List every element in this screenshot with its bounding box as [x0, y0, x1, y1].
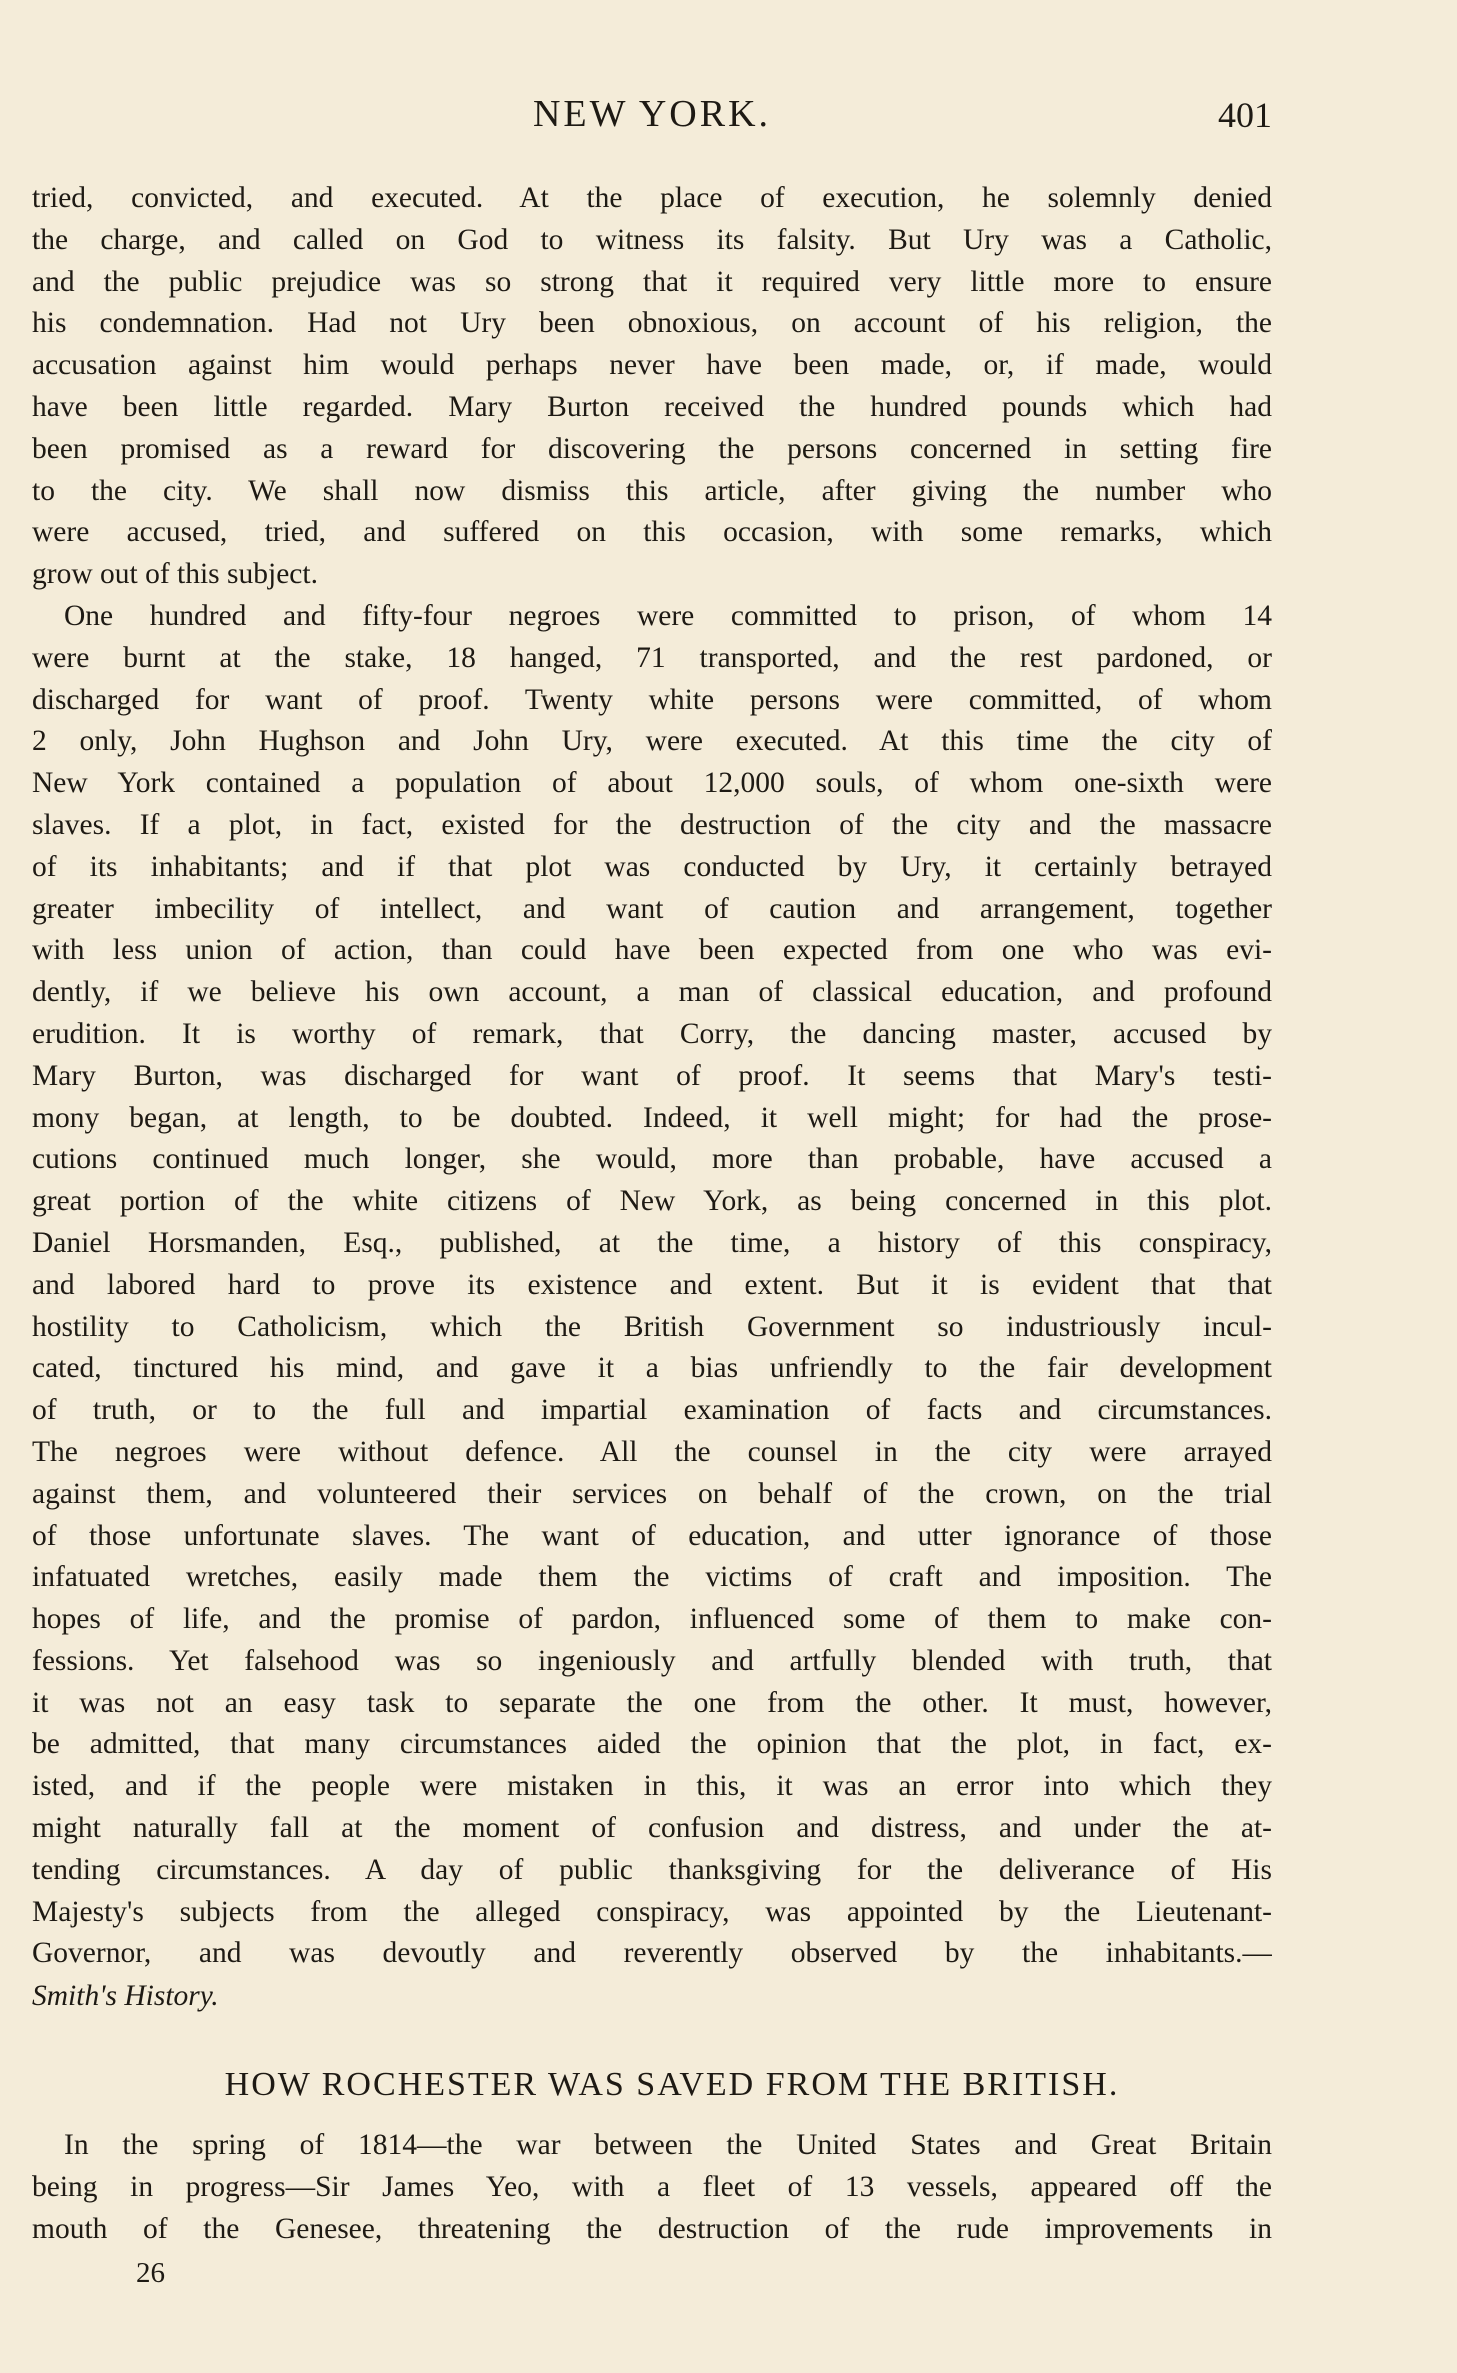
- text-line: of its inhabitants; and if that plot was conducted by Ury, it certainly betrayed: [32, 850, 1272, 883]
- text-line: mouth of the Genesee, threatening the destruction of the rude improvements in: [32, 2212, 1272, 2245]
- text-line: Governor, and was devoutly and reverently observed by the inhabitants.—: [32, 1937, 1272, 1970]
- text-line: with less union of action, than could have been expected from one who was evi-: [32, 934, 1272, 967]
- text-line: his condemnation. Had not Ury been obnoxious, on account of his religion, the: [32, 307, 1272, 340]
- running-header: [32, 92, 1272, 142]
- text-line: cutions continued much longer, she would, more than probable, have accused a: [32, 1143, 1272, 1176]
- text-line: In the spring of 1814—the war between the United States and Great Britain: [64, 2129, 1272, 2162]
- text-line: tried, convicted, and executed. At the place of execution, he solemnly denied: [32, 182, 1272, 214]
- page-number: 401: [1218, 95, 1272, 135]
- text-line: The negroes were without defence. All the counsel in the city were arrayed: [32, 1435, 1272, 1468]
- text-line: and the public prejudice was so strong that it required very little more to ensure: [32, 265, 1272, 298]
- text-line: erudition. It is worthy of remark, that Corry, the dancing master, accused by: [32, 1017, 1272, 1050]
- text-line: mony began, at length, to be doubted. Indeed, it well might; for had the prose-: [32, 1101, 1272, 1134]
- text-line: cated, tinctured his mind, and gave it a bias unfriendly to the fair development: [32, 1352, 1272, 1385]
- text-line: been promised as a reward for discovering the persons concerned in setting fire: [32, 432, 1272, 465]
- running-title: NEW YORK.: [532, 93, 772, 135]
- text-line: fessions. Yet falsehood was so ingeniously and artfully blended with truth, that: [32, 1644, 1272, 1677]
- text-line: isted, and if the people were mistaken in this, it was an error into which they: [32, 1770, 1272, 1803]
- text-line: infatuated wretches, easily made them the victims of craft and imposition. The: [32, 1561, 1272, 1594]
- text-line: were accused, tried, and suffered on this occasion, with some remarks, which: [32, 516, 1272, 549]
- text-line: accusation against him would perhaps never have been made, or, if made, would: [32, 349, 1272, 382]
- paragraph: [32, 596, 1272, 1975]
- text-line: slaves. If a plot, in fact, existed for the destruction of the city and the massacre: [32, 808, 1272, 841]
- text-line: to the city. We shall now dismiss this article, after giving the number who: [32, 474, 1272, 507]
- text-line: One hundred and fifty-four negroes were committed to prison, of whom 14: [64, 599, 1272, 632]
- body-text: [32, 178, 1272, 2251]
- text-line: New York contained a population of about 12,000 souls, of whom one-sixth were: [32, 767, 1272, 800]
- text-line: 2 only, John Hughson and John Ury, were executed. At this time the city of: [32, 725, 1272, 758]
- text-line: against them, and volunteered their services on behalf of the crown, on the trial: [32, 1477, 1272, 1510]
- paragraph: [32, 178, 1272, 596]
- source-citation: Smith's History.: [32, 1980, 219, 2013]
- paragraph: [32, 2125, 1272, 2250]
- text-line: have been little regarded. Mary Burton received the hundred pounds which had: [32, 390, 1272, 423]
- text-line: greater imbecility of intellect, and want of caution and arrangement, together: [32, 892, 1272, 925]
- text-line: the charge, and called on God to witness its falsity. But Ury was a Catholic,: [32, 223, 1272, 256]
- text-line: hostility to Catholicism, which the British Government so industriously incul-: [32, 1310, 1272, 1343]
- text-line: of those unfortunate slaves. The want of education, and utter ignorance of those: [32, 1519, 1272, 1552]
- section-heading: HOW ROCHESTER WAS SAVED FROM THE BRITISH.: [224, 2066, 1120, 2104]
- text-line: it was not an easy task to separate the one from the other. It must, however,: [32, 1686, 1272, 1719]
- text-line: being in progress—Sir James Yeo, with a fleet of 13 vessels, appeared off the: [32, 2171, 1272, 2204]
- text-line: Majesty's subjects from the alleged conspiracy, was appointed by the Lieutenant-: [32, 1895, 1272, 1928]
- text-line: and labored hard to prove its existence and extent. But it is evident that that: [32, 1268, 1272, 1301]
- text-line: of truth, or to the full and impartial examination of facts and circumstances.: [32, 1394, 1272, 1427]
- text-line: grow out of this subject.: [32, 558, 318, 591]
- text-line: discharged for want of proof. Twenty white persons were committed, of whom: [32, 683, 1272, 716]
- text-line: were burnt at the stake, 18 hanged, 71 transported, and the rest pardoned, or: [32, 641, 1272, 674]
- signature-mark: 26: [136, 2257, 165, 2289]
- text-line: tending circumstances. A day of public thanksgiving for the deliverance of His: [32, 1853, 1272, 1886]
- text-line: might naturally fall at the moment of confusion and distress, and under the at-: [32, 1812, 1272, 1845]
- text-line: be admitted, that many circumstances aided the opinion that the plot, in fact, ex-: [32, 1728, 1272, 1761]
- text-line: Daniel Horsmanden, Esq., published, at the time, a history of this conspiracy,: [32, 1226, 1272, 1259]
- text-line: dently, if we believe his own account, a man of classical education, and profound: [32, 976, 1272, 1009]
- text-line: hopes of life, and the promise of pardon, influenced some of them to make con-: [32, 1603, 1272, 1636]
- text-line: great portion of the white citizens of New York, as being concerned in this plot.: [32, 1185, 1272, 1218]
- text-line: Mary Burton, was discharged for want of proof. It seems that Mary's testi-: [32, 1059, 1272, 1092]
